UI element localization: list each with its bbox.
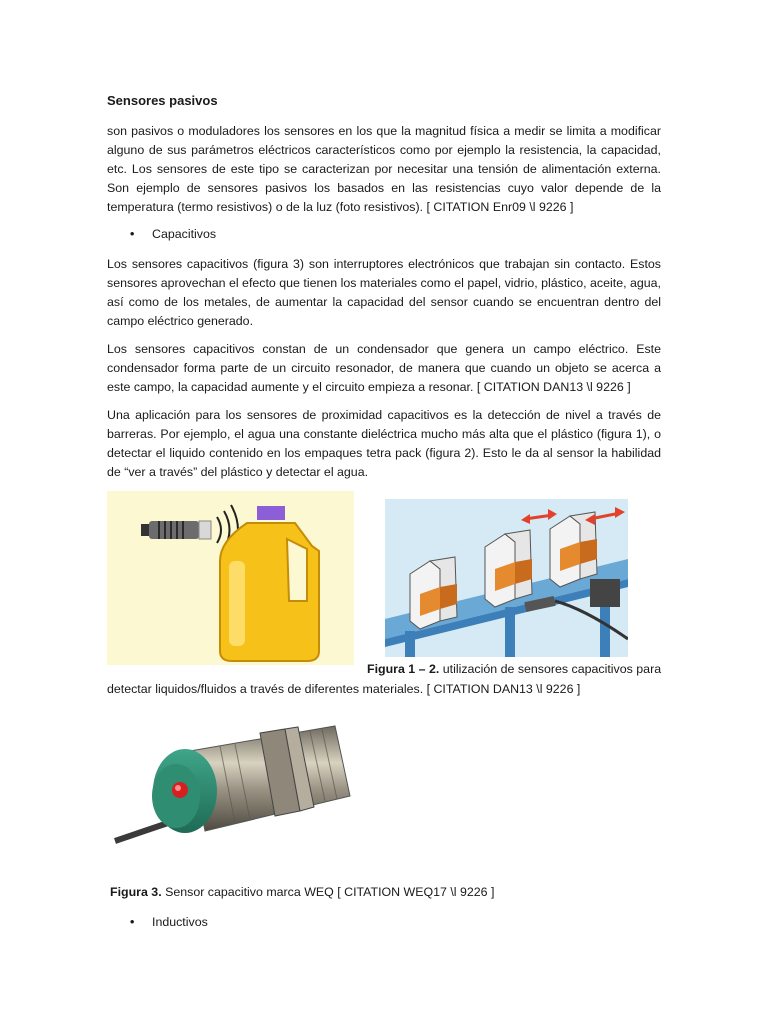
bullet-item-capacitivos [130, 227, 216, 241]
caption-label: Figura 3. [110, 885, 162, 899]
figure-1-2-caption-line2: detectar liquidos/fluidos a través de diferentes materiales. [ CITATION DAN13 \l 9226 ] [107, 682, 581, 696]
bullet-item-inductivos [130, 915, 208, 929]
figure-3-caption [110, 883, 494, 902]
bullet-label: Capacitivos [152, 227, 217, 241]
section-heading: Sensores pasivos [107, 93, 218, 108]
paragraph-capacitive-condenser: Los sensores capacitivos constan de un condensador que genera un campo eléctrico. Este condensador forma parte de un circuito resonador, de manera que cuando un objeto se acerca a este campo, la capacidad aumente y el circuito empieza a resonar. [ CITATION DAN13 \l 9226 ] [107, 342, 661, 394]
paragraph-capacitive-intro: Los sensores capacitivos (figura 3) son interruptores electrónicos que trabajan sin contacto. Estos sensores aprovechan el efecto que tienen los materiales como el papel, vidrio, plástico, aceite, agua, así como de los metales, de aumentar la capacidad del sensor cuando se encuentran dentro del campo eléctrico generado. [107, 257, 661, 328]
paragraph-capacitive-application: Una aplicación para los sensores de proximidad capacitivos es la detección de nivel a través de barreras. Por ejemplo, el agua una constante dieléctrica mucho más alta que el plástico (figura 1), o detectar el liquido contenido en los empaques tetra pack (figura 2). Esto le da al sensor la habilidad de “ver a través” del plástico y detectar el agua. [107, 408, 661, 479]
bullet-icon: • [130, 915, 135, 929]
figure-1-bottle-image [107, 491, 354, 665]
figure-2-conveyor-image [385, 499, 628, 657]
bullet-label: Inductivos [152, 915, 208, 929]
caption-text: Sensor capacitivo marca WEQ [ CITATION WEQ17 \l 9226 ] [161, 885, 495, 899]
caption-text: utilización de sensores capacitivos para [439, 662, 662, 676]
figure-3-sensor-image [110, 711, 358, 858]
bullet-icon: • [130, 227, 135, 241]
figure-1-2-caption-line1 [367, 660, 661, 679]
paragraph-passive-sensors: son pasivos o moduladores los sensores en los que la magnitud física a medir se limita a modificar alguno de sus parámetros eléctricos característicos como por ejemplo la resistencia, la capacidad, etc. Los sensores de este tipo se caracterizan por necesitar una tensión de alimentación externa. Son ejemplo de sensores pasivos los basados en las resistencias cuyo valor depende de la temperatura (termo resistivos) o de la luz (foto resistivos). [ CITATION Enr09 \l 9226 ] [107, 124, 661, 214]
caption-label: Figura 1 – 2. [367, 662, 440, 676]
